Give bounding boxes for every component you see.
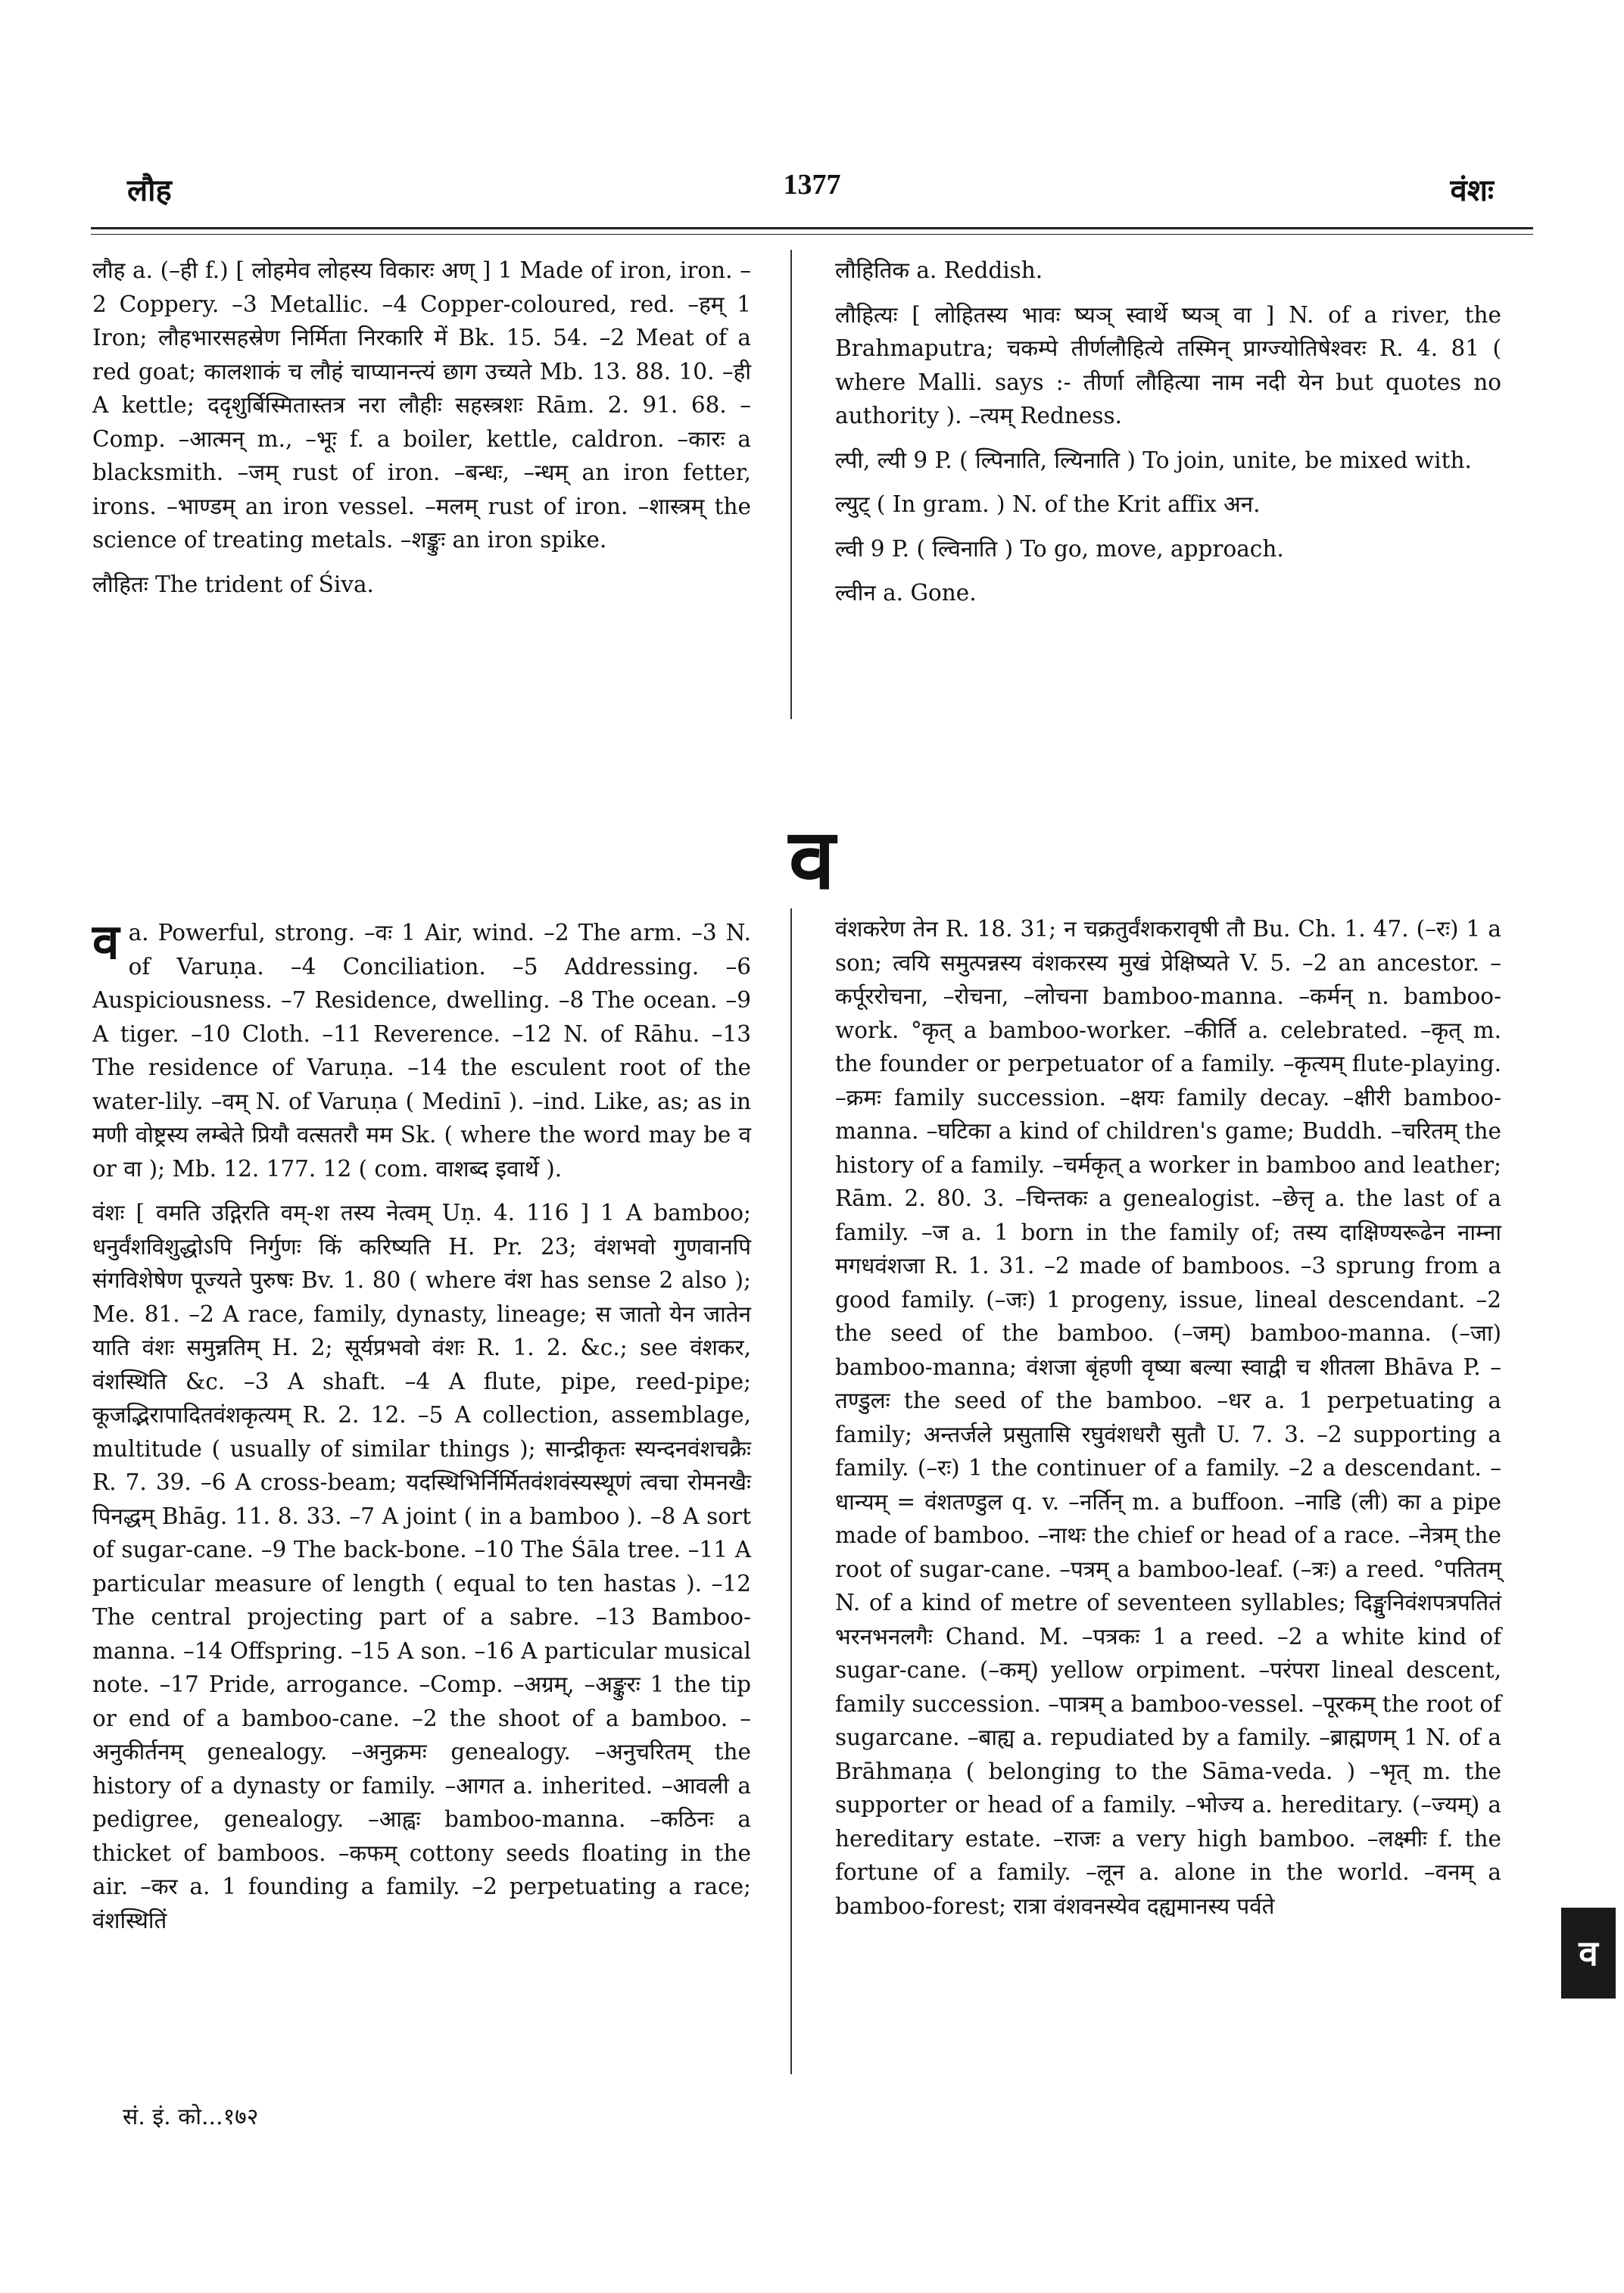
- entry-lauha: लौह a. (–ही f.) [ लोहमेव लोहस्य विकारः अण् ] 1 Made of iron, iron. –2 Coppery. –3 Metallic. –4 Copper-coloured, red. –हम् 1 Iron; लौहभारसहस्रेण निर्मिता निरकारि में Bk. 15. 54. –2 Meat of a red goat; कालशाकं च लौहं चाप्यानन्त्यं छाग उच्यते Mb. 13. 88. 10. –ही A kettle; ददृशुर्बिस्मितास्तत्र नरा लौहीः सहस्त्रशः Rām. 2. 91. 68. –Comp. –आत्मन् m., –भूः f. a boiler, kettle, caldron. –कारः a blacksmith. –जम् rust of iron. –बन्धः, –न्धम् an iron fetter, irons. –भाण्डम् an iron vessel. –मलम् rust of iron. –शास्त्रम् the science of treating metals. –शङ्कुः an iron spike.: [92, 257, 751, 553]
- bottom-left-column: [92, 916, 751, 1937]
- section-letter-heading: व: [788, 810, 836, 908]
- entry-lauhitya: लौहित्यः [ लोहितस्य भावः ष्यञ् स्वार्थे ष्यञ् वा ] N. of a river, the Brahmaputra; चकम्पे तीर्णलौहित्ये तस्मिन् प्राग्ज्योतिषेश्वरः R. 4. 81 ( where Malli. says :- तीर्णा लौहित्या नाम नदी येन but quotes no authority ). –त्यम् Redness.: [835, 301, 1501, 428]
- thumb-index-tab: व: [1561, 1908, 1616, 1999]
- entry-lvina: ल्वीन a. Gone.: [835, 580, 977, 606]
- dropcap-va: व: [92, 914, 120, 970]
- top-right-column: [835, 254, 1501, 610]
- entry-lauhita: लौहितः The trident of Śiva.: [92, 571, 374, 597]
- entry-lauhitika: लौहितिक a. Reddish.: [835, 257, 1043, 283]
- entry-vamsha-continued: वंशकरेण तेन R. 18. 31; न चक्रतुर्वंशकरावृषी तौ Bu. Ch. 1. 47. (–रः) 1 a son; त्वयि समुत्पन्नस्य वंशकरस्य मुखं प्रेक्षिष्यते V. 5. –2 an ancestor. –कर्पूररोचना, –रोचना, –लोचना bamboo-manna. –कर्मन् n. bamboo-work. °कृत् a bamboo-worker. –कीर्ति a. celebrated. –कृत् m. the founder or perpetuator of a family. –कृत्यम् flute-playing. –क्रमः family succession. –क्षयः family decay. –क्षीरी bamboo-manna. –घटिका a kind of children's game; Buddh. –चरितम् the history of a family. –चर्मकृत् a worker in bamboo and leather; Rām. 2. 80. 3. –चिन्तकः a genealogist. –छेत्तृ a. the last of a family. –ज a. 1 born in the family of; तस्य दाक्षिण्यरूढेन नाम्ना मगधवंशजा R. 1. 31. –2 made of bamboos. –3 sprung from a good family. (–जः) 1 progeny, issue, lineal descendant. –2 the seed of the bamboo. (–जम्) bamboo-manna. (–जा) bamboo-manna; वंशजा बृंहणी वृष्या बल्या स्वाद्वी च शीतला Bhāva P. –तण्डुलः the seed of the bamboo. –धर a. 1 perpetuating a family; अन्तर्जले प्रसुतासि रघुवंशधरौ सुतौ U. 7. 3. –2 supporting a family. (–रः) 1 the continuer of a family. –2 a descendant. –धान्यम् = वंशतण्डुल q. v. –नर्तिन् m. a buffoon. –नाडि (ली) का a pipe made of bamboo. –नाथः the chief or head of a race. –नेत्रम् the root of sugar-cane. –पत्रम् a bamboo-leaf. (–त्रः) a reed. °पतितम् N. of a kind of metre of seventeen syllables; दिङ्मुनिवंशपत्रपतितं भरनभनलगैः Chand. M. –पत्रकः 1 a reed. –2 a white kind of sugar-cane. (–कम्) yellow orpiment. –परंपरा lineal descent, family succession. –पात्रम् a bamboo-vessel. –पूरकम् the root of sugarcane. –बाह्य a. repudiated by a family. –ब्राह्मणम् 1 N. of a Brāhmaṇa ( belonging to the Sāma-veda. ) –भृत् m. the supporter or head of a family. –भोज्य a. hereditary. (–ज्यम्) a hereditary estate. –राजः a very high bamboo. –लक्ष्मीः f. the fortune of a family. –लून a. alone in the world. –वनम् a bamboo-forest; रात्रा वंशवनस्येव दह्यमानस्य पर्वते: [835, 916, 1502, 1919]
- header-left-guideword: लौह: [127, 173, 172, 208]
- entry-va-text: a. Powerful, strong. –वः 1 Air, wind. –2 The arm. –3 N. of Varuṇa. –4 Conciliation. –5 Addressing. –6 Auspiciousness. –7 Residence, dwelling. –8 The ocean. –9 A tiger. –10 Cloth. –11 Reverence. –12 N. of Rāhu. –13 The residence of Varuṇa. –14 the esculent root of the water-lily. –वम् N. of Varuṇa ( Medinī ). –ind. Like, as; as in मणी वोष्ट्रस्य लम्बेते प्रियौ वत्सतरौ मम Sk. ( where the word may be व or वा ); Mb. 12. 177. 12 ( com. वाशब्द इवार्थे ).: [92, 920, 751, 1182]
- header-rule-thin: [91, 234, 1533, 235]
- entry-lvi: ल्वी 9 P. ( ल्विनाति ) To go, move, approach.: [835, 535, 1284, 562]
- column-divider-lower: [790, 908, 792, 2074]
- header-right-guideword: वंशः: [1450, 173, 1494, 208]
- column-divider: [790, 250, 792, 719]
- entry-lpi: ल्पी, ल्यी 9 P. ( ल्पिनाति, ल्यिनाति ) To join, unite, be mixed with.: [835, 447, 1472, 473]
- header-rule: [91, 227, 1533, 229]
- top-left-column: [92, 254, 751, 601]
- entry-vamsha: वंशः [ वमति उद्गिरति वम्-श तस्य नेत्वम् Uṇ. 4. 116 ] 1 A bamboo; धनुर्वंशविशुद्धोऽपि निर्गुणः किं करिष्यति H. Pr. 23; वंशभवो गुणवानपि संगविशेषेण पूज्यते पुरुषः Bv. 1. 80 ( where वंश has sense 2 also ); Me. 81. –2 A race, family, dynasty, lineage; स जातो येन जातेन याति वंशः समुन्नतिम् H. 2; सूर्यप्रभवो वंशः R. 1. 2. &c.; see वंशकर, वंशस्थिति &c. –3 A shaft. –4 A flute, pipe, reed-pipe; कूजद्भिरापादितवंशकृत्यम् R. 2. 12. –5 A collection, assemblage, multitude ( usually of similar things ); सान्द्रीकृतः स्यन्दनवंशचक्रैः R. 7. 39. –6 A cross-beam; यदस्थिभिर्निर्मितवंशवंस्यस्थूणं त्वचा रोमनखैः पिनद्धम् Bhāg. 11. 8. 33. –7 A joint ( in a bamboo ). –8 A sort of sugar-cane. –9 The back-bone. –10 The Śāla tree. –11 A particular measure of length ( equal to ten hastas ). –12 The central projecting part of a sabre. –13 Bamboo-manna. –14 Offspring. –15 A son. –16 A particular musical note. –17 Pride, arrogance. –Comp. –अग्रम्, –अङ्कुरः 1 the tip or end of a bamboo-cane. –2 the shoot of a bamboo. –अनुकीर्तनम् genealogy. –अनुक्रमः genealogy. –अनुचरितम् the history of a dynasty or family. –आगत a. inherited. –आवली a pedigree, genealogy. –आह्वः bamboo-manna. –कठिनः a thicket of bamboos. –कफम् cottony seeds floating in the air. –कर a. 1 founding a family. –2 perpetuating a race; वंशस्थितिं: [92, 1200, 751, 1933]
- entry-va: [92, 916, 751, 1185]
- signature-mark: सं. इं. को...१७२: [123, 2104, 259, 2130]
- page-number: 1377: [783, 169, 841, 201]
- entry-lyut: ल्युट् ( In gram. ) N. of the Krit affix अन.: [835, 491, 1261, 517]
- bottom-right-column: [835, 912, 1501, 1923]
